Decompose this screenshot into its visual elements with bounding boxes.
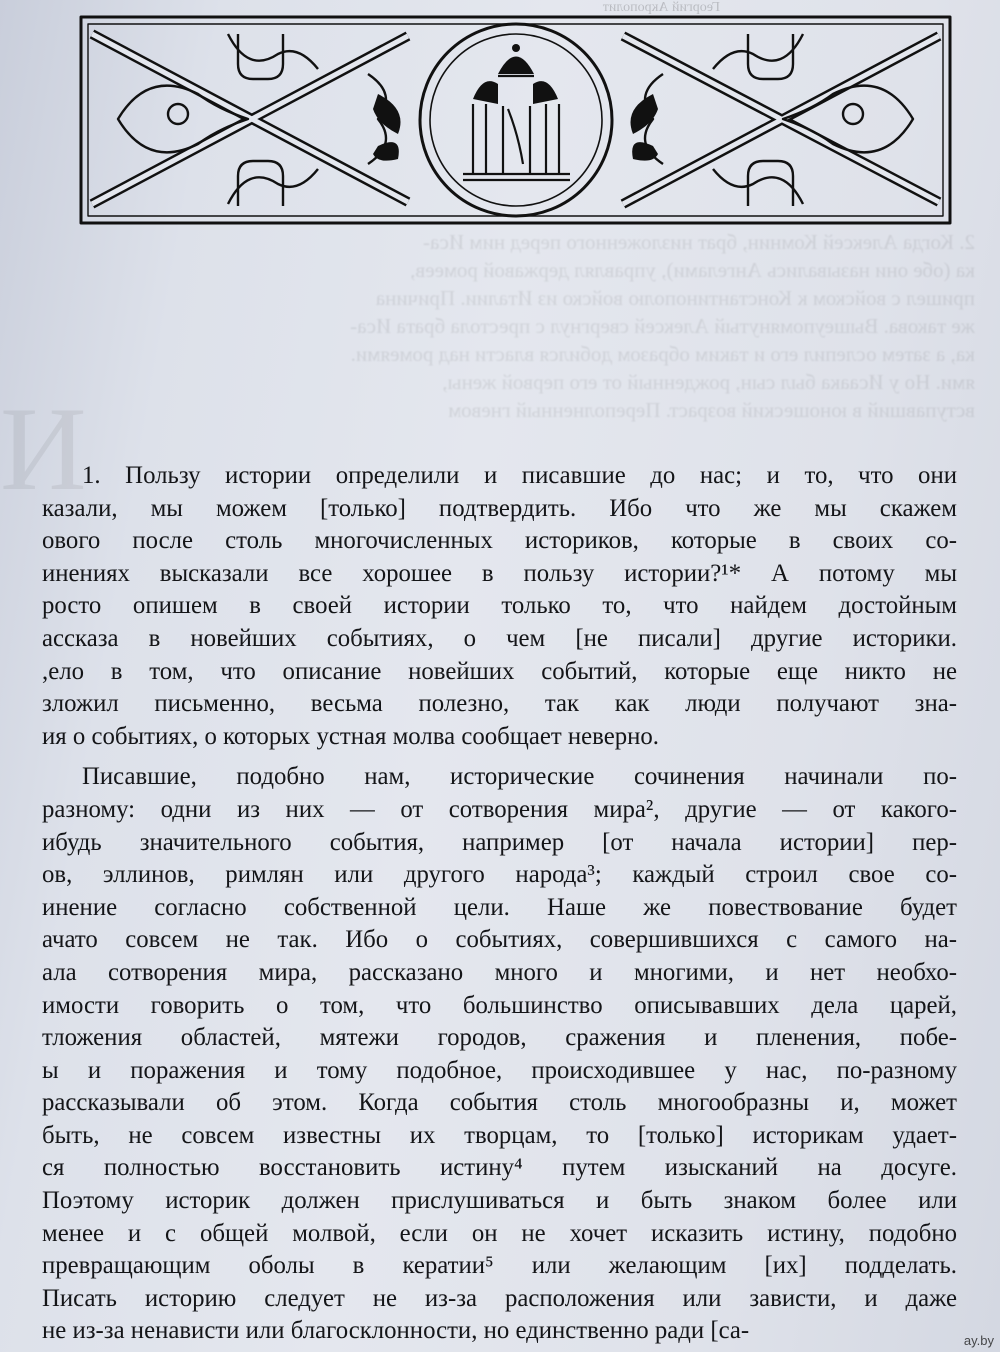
decorative-headpiece [78,14,953,226]
text-line: менее и с общей молвой, если он не хочет исказить истину, подобно [42,1219,957,1247]
text-line: тложения областей, мятежи городов, сражения и пленения, побе- [42,1024,957,1052]
ghost-line: вступавший в юношеский возраст. Переполненный гневом [448,398,975,422]
ghost-line: же такова. Вышеупомянутый Алексей свергнул с престола брата Иса- [350,314,975,338]
ghost-line: 2. Когда Алексей Комнин, брат низложенного перед ним Иса- [423,230,975,254]
text-line: ы и поражения и тому подобное, происходившее у нас, по-разному [42,1056,957,1084]
text-line: рассказывали об этом. Когда события столь многообразны и, может [42,1089,957,1117]
text-line: 1. Пользу истории определили и писавшие до нас; и то, что они [82,462,957,489]
facing-page-bleed: И [0,382,87,515]
text-line: Поэтому историк должен прислушиваться и быть знаком более или [42,1187,957,1215]
ghost-line: ями. Но у Исаака был сын, рожденный от его первой жены, [442,370,975,394]
text-line: ового после столь многочисленных историков, которые в своих со- [42,527,957,555]
text-line: Писавшие, подобно нам, исторические сочинения начинали по- [82,763,957,791]
ghost-line: ка, а затем ослепил его и таким образом добился власти над ромеями. [350,342,975,366]
text-line: казали, мы можем [только] подтвердить. Ибо что же мы скажем [42,494,957,522]
ghost-line: ка (обе они назывались Ангелами), управлял державой ромеев, [410,258,975,282]
paragraph [42,460,957,753]
text-line: ,ело в том, что описание новейших событий, которые еще никто не [42,657,957,685]
text-line: имости говорить о том, что большинство описывавших дела царей, [42,991,957,1019]
text-line: Писать историю следует не из-за расположения или зависти, и даже [42,1284,957,1312]
text-line: инениях высказали все хорошее в пользу истории?¹* А потому мы [42,559,957,587]
show-through-text [95,228,975,458]
text-line: ачато совсем не так. Ибо о событиях, совершившихся с самого на- [42,926,957,954]
paragraph [42,761,957,1348]
text-line: ся полностью восстановить истину⁴ путем изысканий на досуге. [42,1154,957,1182]
watermark: ay.by [963,1333,994,1348]
text-line: зложил письменно, весьма полезно, так как люди получают зна- [42,690,957,718]
text-line: ибудь значительного события, например [от начала истории] пер- [42,828,957,856]
text-line: ия о событиях, о которых устная молва сообщает неверно. [42,722,660,750]
text-line: инение согласно собственной цели. Наше же повествование будет [42,893,957,921]
text-line: быть, не совсем известны их творцам, то [только] историкам удает- [42,1121,957,1149]
ghost-line: пришел с войском к Константинополю войско из Италии. Причина [375,286,975,310]
body-text [42,460,957,1348]
text-line: ала сотворения мира, рассказано много и многими, и нет необхо- [42,958,957,986]
ghost-running-header: Георгий Акрополит [602,0,720,15]
text-line: разному: одни из них — от сотворения мира², другие — от какого- [42,795,957,823]
text-line: ов, эллинов, римлян или другого народа³; каждый строил свое со- [42,861,957,889]
text-line: ассказа в новейших событиях, о чем [не писали] другие историки. [42,624,957,652]
text-line: не из-за ненависти или благосклонности, но единственно ради [са- [42,1317,750,1345]
text-line: росто опишем в своей истории только то, что найдем достойным [42,592,957,620]
text-line: превращающим оболы в кератии⁵ или желающим [их] подделать. [42,1252,957,1280]
